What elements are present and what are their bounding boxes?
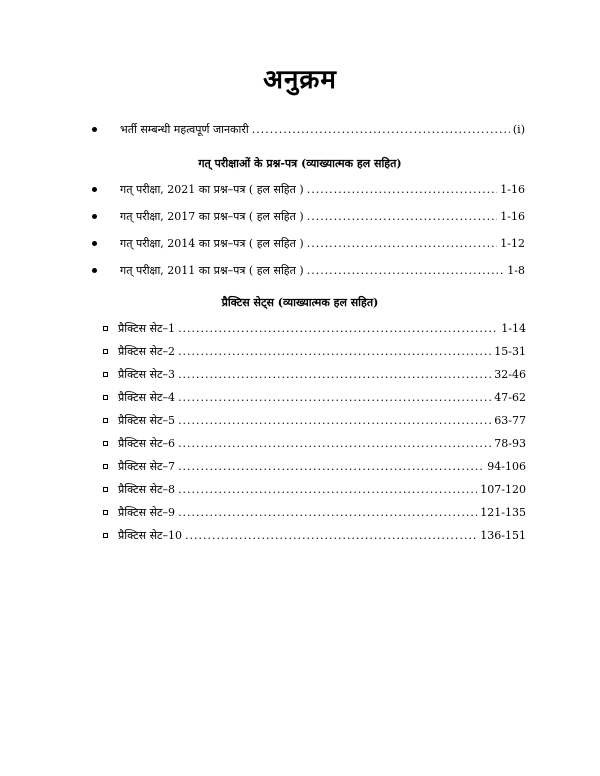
entry-page: 1-8 (507, 264, 525, 277)
entry-label: गत् परीक्षा, 2017 का प्रश्न–पत्र ( हल सहित ) (120, 210, 304, 223)
entry-label: प्रैक्टिस सेट–10 (118, 529, 183, 542)
toc-entry-previous[interactable] (120, 236, 525, 251)
toc-entry-practice[interactable] (118, 505, 526, 520)
checkbox-square-icon (103, 441, 108, 446)
toc-entry-practice[interactable] (118, 413, 526, 428)
entry-page: 107-120 (480, 483, 526, 496)
entry-label: प्रैक्टिस सेट–5 (118, 414, 176, 427)
checkbox-square-icon (103, 326, 108, 331)
checkbox-square-icon (103, 533, 108, 538)
entry-page: 63-77 (494, 414, 526, 427)
entry-label: प्रैक्टिस सेट–4 (118, 391, 176, 404)
leader-dots (307, 210, 498, 223)
leader-dots (178, 483, 477, 496)
checkbox-square-icon (103, 487, 108, 492)
checkbox-square-icon (103, 349, 108, 354)
entry-label: प्रैक्टिस सेट–8 (118, 483, 176, 496)
toc-entry-previous[interactable] (120, 182, 525, 197)
leader-dots (178, 437, 491, 450)
bullet-icon (92, 127, 97, 132)
leader-dots (178, 506, 477, 519)
bullet-icon (92, 241, 97, 246)
leader-dots (307, 264, 505, 277)
leader-dots (178, 414, 491, 427)
entry-page: 136-151 (480, 529, 526, 542)
entry-label: प्रैक्टिस सेट–7 (118, 460, 176, 473)
leader-dots (178, 345, 491, 358)
entry-label: गत् परीक्षा, 2011 का प्रश्न–पत्र ( हल सहित ) (120, 264, 304, 277)
entry-label: गत् परीक्षा, 2021 का प्रश्न–पत्र ( हल सहित ) (120, 183, 304, 196)
entry-page: 1-16 (500, 183, 525, 196)
entry-page: 47-62 (494, 391, 526, 404)
toc-entry-practice[interactable] (118, 436, 526, 451)
bullet-icon (92, 214, 97, 219)
checkbox-square-icon (103, 418, 108, 423)
leader-dots (178, 391, 491, 404)
leader-dots (178, 368, 491, 381)
checkbox-square-icon (103, 464, 108, 469)
entry-page: 1-16 (500, 210, 525, 223)
entry-label: प्रैक्टिस सेट–3 (118, 368, 176, 381)
toc-entry-practice[interactable] (118, 390, 526, 405)
entry-page: 121-135 (480, 506, 526, 519)
entry-label: प्रैक्टिस सेट–2 (118, 345, 176, 358)
bullet-icon (92, 187, 97, 192)
toc-entry-practice[interactable] (118, 321, 526, 336)
section-heading-practice: प्रैक्टिस सेट्स (व्याख्यात्मक हल सहित) (221, 296, 379, 309)
leader-dots (307, 237, 498, 250)
section-heading-previous: गत् परीक्षाओं के प्रश्न-पत्र (व्याख्यात्मक हल सहित) (198, 157, 402, 170)
entry-page: (i) (512, 123, 525, 136)
toc-entry-practice[interactable] (118, 459, 526, 474)
checkbox-square-icon (103, 372, 108, 377)
entry-page: 15-31 (494, 345, 526, 358)
toc-entry-intro[interactable] (120, 122, 525, 137)
toc-entry-practice[interactable] (118, 528, 526, 543)
toc-entry-previous[interactable] (120, 209, 525, 224)
leader-dots (178, 322, 498, 335)
entry-label: प्रैक्टिस सेट–9 (118, 506, 176, 519)
entry-page: 32-46 (494, 368, 526, 381)
entry-page: 78-93 (494, 437, 526, 450)
bullet-icon (92, 268, 97, 273)
entry-page: 1-14 (501, 322, 526, 335)
toc-entry-practice[interactable] (118, 367, 526, 382)
checkbox-square-icon (103, 395, 108, 400)
entry-label: प्रैक्टिस सेट–6 (118, 437, 176, 450)
leader-dots (185, 529, 477, 542)
entry-label: गत् परीक्षा, 2014 का प्रश्न–पत्र ( हल सहित ) (120, 237, 304, 250)
entry-page: 94-106 (487, 460, 526, 473)
toc-entry-previous[interactable] (120, 263, 525, 278)
toc-entry-practice[interactable] (118, 344, 526, 359)
leader-dots (252, 123, 510, 136)
entry-page: 1-12 (500, 237, 525, 250)
checkbox-square-icon (103, 510, 108, 515)
entry-label: प्रैक्टिस सेट–1 (118, 322, 176, 335)
leader-dots (178, 460, 484, 473)
leader-dots (307, 183, 498, 196)
toc-entry-practice[interactable] (118, 482, 526, 497)
entry-label: भर्ती सम्बन्धी महत्वपूर्ण जानकारी (120, 123, 249, 136)
page-title: अनुक्रम (263, 65, 337, 95)
